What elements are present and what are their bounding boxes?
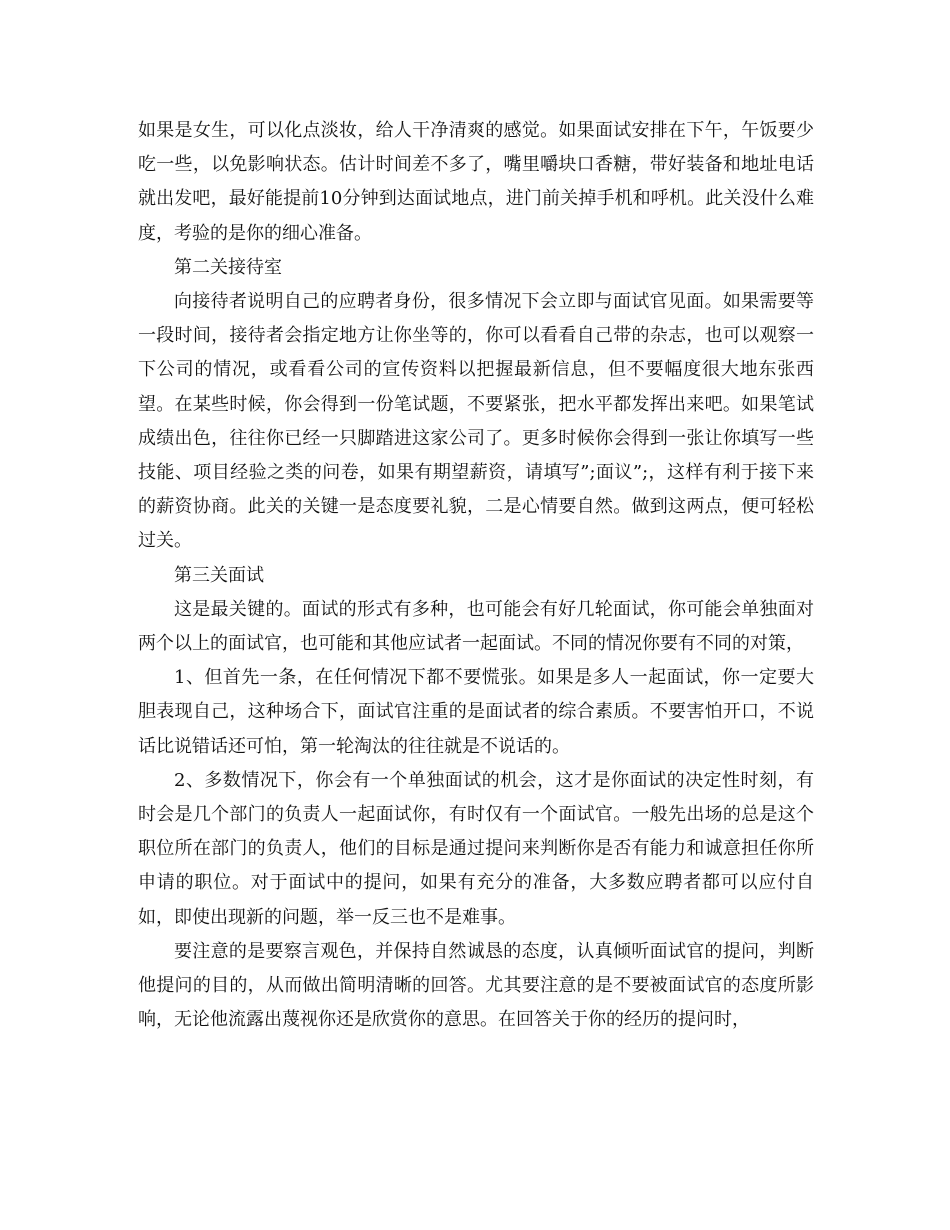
section-heading-interview: 第三关面试: [174, 564, 264, 586]
paragraph-point-1: 1、但首先一条，在任何情况下都不要慌张。如果是多人一起面试，你一定要大胆表现自己，这种场合下，面试官注重的是面试者的综合素质。不要害怕开口，不说话比说错话还可怕，第一轮淘汰的往往就是不说话的。: [138, 667, 814, 757]
section-heading-reception: 第二关接待室: [174, 256, 282, 278]
paragraph-reception: 向接待者说明自己的应聘者身份，很多情况下会立即与面试官见面。如果需要等一段时间，接待者会指定地方让你坐等的，你可以看看自己带的杂志，也可以观察一下公司的情况，或看看公司的宣传资料以把握最新信息，但不要幅度很大地东张西望。在某些时候，你会得到一份笔试题，不要紧张，把水平都发挥出来吧。如果笔试成绩出色，往往你已经一只脚踏进这家公司了。更多时候你会得到一张让你填写一些技能、项目经验之类的问卷，如果有期望薪资，请填写”;面议”;，这样有利于接下来的薪资协商。此关的关键一是态度要礼貌，二是心情要自然。做到这两点，便可轻松过关。: [138, 291, 814, 552]
paragraph-intro: 如果是女生，可以化点淡妆，给人干净清爽的感觉。如果面试安排在下午，午饭要少吃一些，以免影响状态。估计时间差不多了，嘴里嚼块口香糖，带好装备和地址电话就出发吧，最好能提前10分钟到达面试地点，进门前关掉手机和呼机。此关没什么难度，考验的是你的细心准备。: [138, 120, 814, 244]
paragraph-attention: 要注意的是要察言观色，并保持自然诚恳的态度，认真倾听面试官的提问，判断他提问的目的，从而做出简明清晰的回答。尤其要注意的是不要被面试官的态度所影响，无论他流露出蔑视你还是欣赏你的意思。在回答关于你的经历的提问时，: [138, 940, 814, 1031]
paragraph-point-2: 2、多数情况下，你会有一个单独面试的机会，这才是你面试的决定性时刻，有时会是几个部门的负责人一起面试你，有时仅有一个面试官。一般先出场的总是这个职位所在部门的负责人，他们的目标是通过提问来判断你是否有能力和诚意担任你所申请的职位。对于面试中的提问，如果有充分的准备，大多数应聘者都可以应付自如，即使出现新的问题，举一反三也不是难事。: [138, 769, 814, 928]
paragraph-interview-intro: 这是最关键的。面试的形式有多种，也可能会有好几轮面试，你可能会单独面对两个以上的面试官，也可能和其他应试者一起面试。不同的情况你要有不同的对策，: [138, 598, 814, 655]
document-body: [138, 114, 814, 1037]
